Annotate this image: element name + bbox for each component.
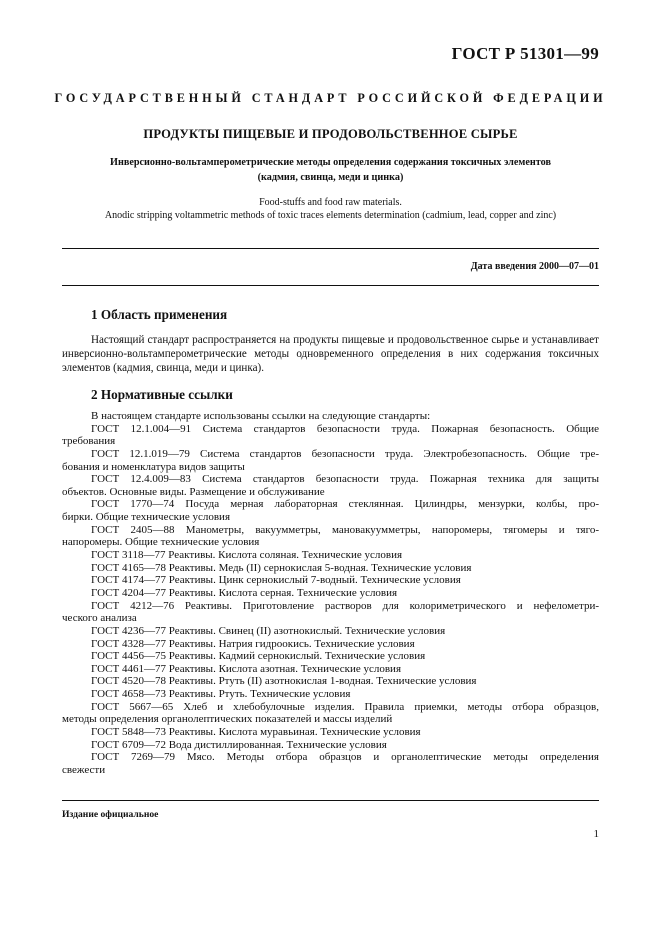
- reference-line: ГОСТ 12.1.019—79 Система стандартов безопасности труда. Электробезопасность. Общие тре-: [91, 447, 599, 460]
- reference-line: ГОСТ 12.1.004—91 Система стандартов безопасности труда. Пожарная безопасность. Общие: [91, 422, 599, 435]
- english-title-line-2: Anodic stripping voltammetric methods of toxic traces elements determination (cadmium, lead, copper and zinc): [104, 209, 557, 221]
- reference-line: ГОСТ 2405—88 Манометры, вакуумметры, мановакуумметры, напоромеры, тягомеры и тяго-: [91, 523, 599, 536]
- reference-line: ГОСТ 4520—78 Реактивы. Ртуть (II) азотнокислая 1-водная. Технические условия: [91, 675, 477, 688]
- page-number: 1: [593, 828, 599, 840]
- section-1-heading: 1 Область применения: [91, 307, 228, 322]
- document-code: ГОСТ Р 51301—99: [451, 44, 599, 63]
- reference-line: требования: [62, 435, 116, 448]
- reference-line: ГОСТ 4236—77 Реактивы. Свинец (II) азотнокислый. Технические условия: [91, 624, 446, 637]
- section-1-paragraph: Настоящий стандарт распространяется на продукты пищевые и продовольственное сырье и устанавливает инверсионно-вольтамперометрические методы одновременного определения в них содержания токсичных элементов (кадмия, свинца, меди и цинка).: [62, 334, 599, 374]
- reference-line: ГОСТ 5848—73 Реактивы. Кислота муравьиная. Технические условия: [91, 726, 421, 739]
- subtitle-line-2: (кадмия, свинца, меди и цинка): [257, 172, 404, 183]
- reference-line: ческого анализа: [62, 612, 137, 625]
- top-divider: [62, 248, 599, 249]
- footer-divider: [62, 800, 599, 801]
- reference-line: напоромеры. Общие технические условия: [62, 536, 260, 549]
- state-standard-heading: ГОСУДАРСТВЕННЫЙ СТАНДАРТ РОССИЙСКОЙ ФЕДЕРАЦИИ: [54, 91, 607, 105]
- reference-line: ГОСТ 7269—79 Мясо. Методы отбора образцов и органолептические методы определения: [91, 751, 599, 764]
- reference-line: ГОСТ 1770—74 Посуда мерная лабораторная стеклянная. Цилиндры, мензурки, колбы, про-: [91, 498, 599, 511]
- english-title: [0, 197, 661, 222]
- reference-line: ГОСТ 4165—78 Реактивы. Медь (II) сернокислая 5-водная. Технические условия: [91, 561, 472, 574]
- section-2-heading: 2 Нормативные ссылки: [91, 387, 233, 402]
- official-edition-label: Издание официальное: [62, 809, 159, 820]
- reference-line: свежести: [62, 763, 106, 776]
- reference-line: ГОСТ 4658—73 Реактивы. Ртуть. Технические условия: [91, 688, 351, 701]
- reference-line: ГОСТ 5667—65 Хлеб и хлебобулочные изделия. Правила приемки, методы отбора образцов,: [91, 700, 599, 713]
- references-list: [62, 410, 599, 777]
- reference-line: ГОСТ 4328—77 Реактивы. Натрия гидроокись. Технические условия: [91, 637, 415, 650]
- english-title-line-1: Food-stuffs and food raw materials.: [259, 197, 402, 208]
- date-divider: [62, 285, 599, 286]
- reference-line: ГОСТ 4204—77 Реактивы. Кислота серная. Технические условия: [91, 586, 398, 599]
- reference-line: ГОСТ 4456—75 Реактивы. Кадмий сернокислый. Технические условия: [91, 650, 426, 663]
- subtitle-line-1: Инверсионно-вольтамперометрические методы определения содержания токсичных элементов: [110, 157, 551, 168]
- reference-line: ГОСТ 4174—77 Реактивы. Цинк сернокислый 7-водный. Технические условия: [91, 574, 461, 587]
- reference-line: В настоящем стандарте использованы ссылки на следующие стандарты:: [91, 410, 431, 422]
- reference-line: ГОСТ 6709—72 Вода дистиллированная. Технические условия: [91, 738, 387, 751]
- reference-line: ГОСТ 3118—77 Реактивы. Кислота соляная. Технические условия: [91, 549, 403, 562]
- document-subtitle: [0, 155, 661, 185]
- reference-line: объектов. Основные виды. Размещение и обслуживание: [62, 485, 325, 498]
- reference-line: методы определения органолептических показателей и массы изделий: [62, 713, 393, 726]
- reference-line: ГОСТ 4212—76 Реактивы. Приготовление растворов для колориметрического и нефелометри-: [91, 599, 599, 612]
- reference-line: ГОСТ 4461—77 Реактивы. Кислота азотная. Технические условия: [91, 662, 402, 675]
- section-1-body: [62, 334, 599, 375]
- reference-line: бования и номенклатура видов защиты: [62, 460, 245, 473]
- introduction-date: Дата введения 2000—07—01: [470, 261, 599, 272]
- reference-line: ГОСТ 12.4.009—83 Система стандартов безопасности труда. Пожарная техника для защиты: [91, 473, 599, 486]
- reference-line: бирки. Общие технические условия: [62, 511, 231, 524]
- document-title: ПРОДУКТЫ ПИЩЕВЫЕ И ПРОДОВОЛЬСТВЕННОЕ СЫРЬЕ: [143, 127, 518, 141]
